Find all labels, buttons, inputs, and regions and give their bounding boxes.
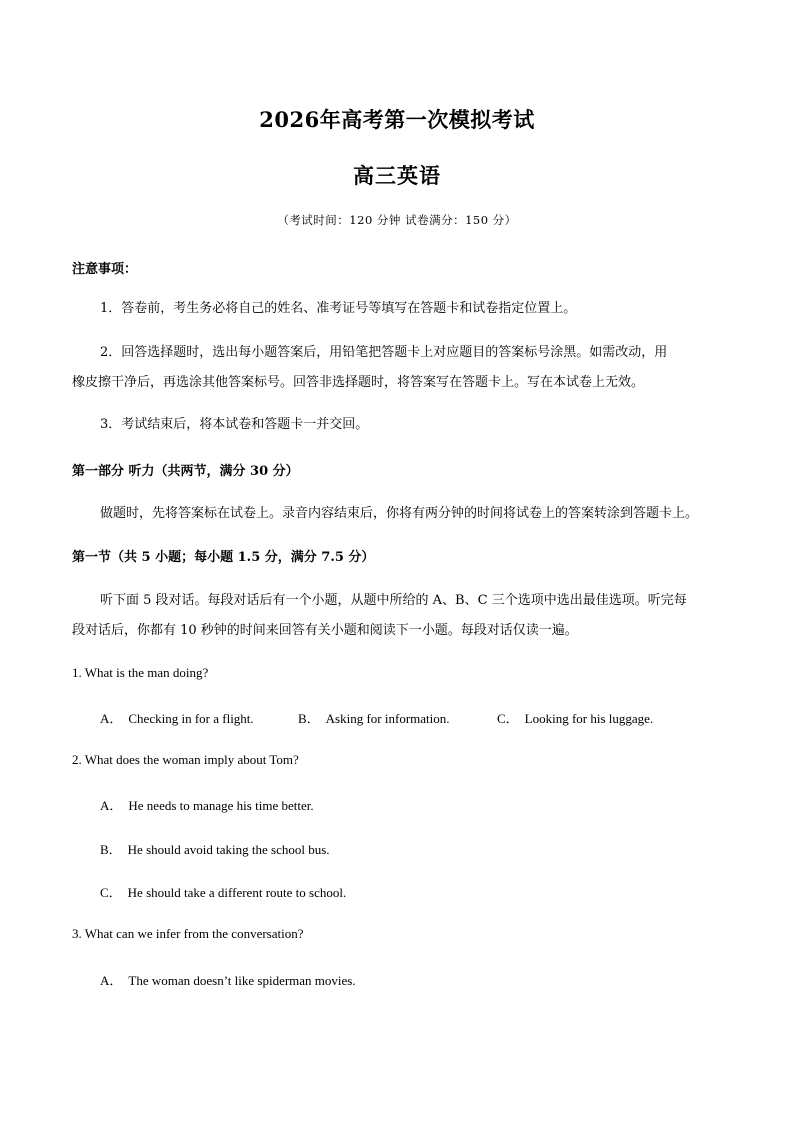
option-letter: A． <box>100 711 123 726</box>
question-1-option-c <box>497 708 653 727</box>
exam-subject: 高三英语 <box>353 163 441 188</box>
exam-title: 2026年高考第一次模拟考试 <box>259 107 535 132</box>
notice-item-2-line1: 2．回答选择题时，选出每小题答案后，用铅笔把答题卡上对应题目的答案标号涂黑。如需改动，用 <box>100 345 668 360</box>
notice-item-1: 1．答卷前，考生务必将自己的姓名、准考证号等填写在答题卡和试卷指定位置上。 <box>100 301 577 316</box>
section1-instruction-line2: 段对话后，你都有 10 秒钟的时间来回答有关小题和阅读下一小题。每段对话仅读一遍。 <box>72 623 578 638</box>
option-letter: A． <box>100 973 123 988</box>
notice-heading: 注意事项： <box>72 262 138 277</box>
option-text: He should take a different route to school. <box>127 885 347 900</box>
option-text: The woman doesn’t like spiderman movies. <box>128 973 356 988</box>
part1-heading: 第一部分 听力（共两节，满分 30 分） <box>72 464 299 479</box>
option-letter: B． <box>298 711 320 726</box>
option-text: Checking in for a flight. <box>128 711 254 726</box>
option-text: Looking for his luggage. <box>524 711 654 726</box>
option-text: He should avoid taking the school bus. <box>127 842 330 857</box>
question-2-stem: 2. What does the woman imply about Tom? <box>72 752 299 767</box>
notice-item-3: 3．考试结束后，将本试卷和答题卡一并交回。 <box>100 417 369 432</box>
option-text: Asking for information. <box>325 711 450 726</box>
question-2-option-b <box>100 839 330 858</box>
question-3-option-a <box>100 970 356 989</box>
question-1-option-b <box>298 708 450 727</box>
part1-instruction: 做题时，先将答案标在试卷上。录音内容结束后，你将有两分钟的时间将试卷上的答案转涂到答题卡上。 <box>100 506 699 521</box>
option-letter: B． <box>100 842 122 857</box>
option-letter: A． <box>100 798 123 813</box>
section1-instruction-line1: 听下面 5 段对话。每段对话后有一个小题，从题中所给的 A、B、C 三个选项中选出最佳选项。听完每 <box>100 593 687 608</box>
question-2-option-a <box>100 795 314 814</box>
section1-heading: 第一节（共 5 小题；每小题 1.5 分，满分 7.5 分） <box>72 550 375 565</box>
question-1-stem: 1. What is the man doing? <box>72 665 209 680</box>
question-2-option-c <box>100 882 346 901</box>
option-text: He needs to manage his time better. <box>128 798 314 813</box>
option-letter: C． <box>497 711 519 726</box>
notice-item-2-line2: 橡皮擦干净后，再选涂其他答案标号。回答非选择题时，将答案写在答题卡上。写在本试卷上无效。 <box>72 375 645 390</box>
question-3-stem: 3. What can we infer from the conversation? <box>72 926 304 941</box>
question-1-option-a <box>100 708 254 727</box>
exam-time-score-info: （考试时间：120 分钟 试卷满分：150 分） <box>277 213 517 227</box>
option-letter: C． <box>100 885 122 900</box>
